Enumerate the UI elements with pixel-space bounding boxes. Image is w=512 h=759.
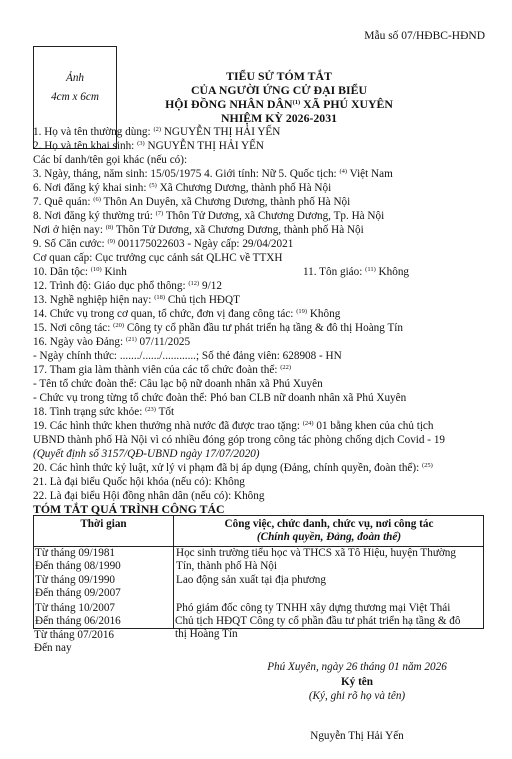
- field-birth-gender-nationality: 3. Ngày, tháng, năm sinh: 15/05/1975 4. Giới tính: Nữ 5. Quốc tịch: $^{(4)}$ Việt Nam: [33, 168, 393, 180]
- table-row-2-job: Lao động sản xuất tại địa phương: [176, 574, 326, 586]
- field-discipline: 20. Các hình thức kỷ luật, xử lý vi phạm đã bị áp dụng (Đảng, chính quyền, đoàn thể): $^{(25)}$: [33, 462, 433, 474]
- field-awards-cont: UBND thành phố Hà Nội vì có nhiều đóng góp trong công tác phòng chống dịch Covid - 19: [33, 434, 446, 446]
- field-aliases: Các bí danh/tên gọi khác (nếu có):: [33, 154, 188, 166]
- field-awards-decision: (Quyết định số 3157/QĐ-UBND ngày 17/07/2020): [33, 448, 260, 460]
- field-id-card: 9. Số Căn cước: $^{(9)}$ 001175022603 - Ngày cấp: 29/04/2021: [33, 238, 294, 250]
- table-row-1-job: Học sinh trường tiểu học và THCS xã Tô Hiệu, huyện Thường: [176, 547, 456, 559]
- photo-label: Ảnh: [65, 72, 85, 84]
- table-row-1-to: Đến tháng 08/1990: [35, 560, 121, 572]
- section-title: TÓM TẮT QUÁ TRÌNH CÔNG TÁC: [33, 502, 225, 516]
- field-organization-role: - Chức vụ trong từng tổ chức đoàn thể: Phó ban CLB nữ doanh nhân xã Phú Xuyên: [33, 392, 407, 404]
- table-row-4-job-cont: thị Hoàng Tín: [175, 628, 238, 640]
- table-row-4-to: Đến nay: [34, 642, 72, 654]
- table-row-2-to: Đến tháng 09/2007: [35, 587, 121, 599]
- field-current-residence: Nơi ở hiện nay: $^{(8)}$ Thôn Tử Dương, xã Chương Dương, thành phố Hà Nội: [33, 224, 364, 236]
- field-workplace: 15. Nơi công tác: $^{(20)}$ Công ty cổ phần đầu tư phát triển hạ tầng & đô thị Hoàng Tín: [33, 322, 403, 334]
- field-hometown: 7. Quê quán: $^{(6)}$ Thôn An Duyên, xã Chương Dương, thành phố Hà Nội: [33, 196, 351, 208]
- table-header-job-sub: (Chính quyền, Đảng, đoàn thể): [256, 531, 402, 543]
- field-birth-name: 2. Họ và tên khai sinh: $^{(3)}$ NGUYỄN THỊ HẢI YẾN: [33, 140, 265, 152]
- field-party-join-date: 16. Ngày vào Đảng: $^{(21)}$ 07/11/2025: [33, 336, 191, 348]
- table-header-time: Thời gian: [80, 518, 127, 530]
- field-position: 14. Chức vụ trong cơ quan, tổ chức, đơn vị đang công tác: $^{(19)}$ Không: [33, 308, 341, 320]
- signature-label: Ký tên: [340, 676, 373, 688]
- field-birth-registration: 6. Nơi đăng ký khai sinh: $^{(5)}$ Xã Chương Dương, thành phố Hà Nội: [33, 182, 332, 194]
- signature-note: (Ký, ghi rõ họ và tên): [308, 690, 406, 702]
- title-line-4: NHIỆM KỲ 2026-2031: [221, 111, 337, 125]
- field-religion: 11. Tôn giáo: $^{(11)}$ Không: [303, 266, 410, 278]
- field-education: 12. Trình độ: Giáo dục phổ thông: $^{(12)}$ 9/12: [33, 280, 222, 292]
- career-table: [33, 515, 484, 629]
- field-permanent-residence: 8. Nơi đăng ký thường trú: $^{(7)}$ Thôn Tử Dương, xã Chương Dương, Tp. Hà Nội: [33, 210, 385, 222]
- field-awards: 19. Các hình thức khen thưởng nhà nước đã được trao tặng: $^{(24)}$ 01 bằng khen của chủ tịch: [33, 420, 434, 432]
- table-row-1-job-cont: Tín, thành phố Hà Nội: [176, 560, 277, 572]
- table-row-3-to: Đến tháng 06/2016: [35, 615, 121, 627]
- table-row-4-from: Từ tháng 07/2016: [34, 629, 115, 641]
- field-organizations: 17. Tham gia làm thành viên của các tổ chức đoàn thể: $^{(22)}$: [33, 364, 292, 376]
- title-line-1: TIỂU SỬ TÓM TẮT: [226, 69, 332, 83]
- table-row-2-from: Từ tháng 09/1990: [35, 574, 116, 586]
- title-line-3: HỘI ĐỒNG NHÂN DÂN$^{(1)}$ XÃ PHÚ XUYÊN: [165, 97, 393, 111]
- field-ethnicity: 10. Dân tộc: $^{(10)}$ Kinh: [33, 266, 127, 278]
- form-code: Mẫu số 07/HĐBC-HĐND: [364, 30, 485, 42]
- field-occupation: 13. Nghề nghiệp hiện nay: $^{(18)}$ Chủ tịch HĐQT: [33, 294, 240, 306]
- table-row-4-job: Chủ tịch HĐQT Công ty cổ phần đầu tư phát triển hạ tầng & đô: [175, 615, 461, 627]
- table-row-3-from: Từ tháng 10/2007: [35, 602, 116, 614]
- table-row-3-job: Phó giám đốc công ty TNHH xây dựng thương mại Việt Thái: [176, 602, 451, 614]
- field-common-name: 1. Họ và tên thường dùng: $^{(2)}$ NGUYỄN THỊ HẢI YẾN: [33, 126, 281, 138]
- signature-place-date: Phú Xuyên, ngày 26 tháng 01 năm 2026: [267, 661, 447, 673]
- table-row-1-from: Từ tháng 09/1981: [35, 547, 116, 559]
- signature-name: Nguyễn Thị Hải Yến: [310, 730, 404, 742]
- table-header-job: Công việc, chức danh, chức vụ, nơi công tác: [224, 518, 434, 530]
- field-organization-name: - Tên tổ chức đoàn thể: Câu lạc bộ nữ doanh nhân xã Phú Xuyên: [33, 378, 323, 390]
- photo-size: 4cm x 6cm: [51, 91, 99, 103]
- field-health: 18. Tình trạng sức khỏe: $^{(23)}$ Tốt: [33, 406, 175, 418]
- field-peoples-council: 22. Là đại biểu Hội đồng nhân dân (nếu có): Không: [33, 490, 265, 502]
- field-national-assembly: 21. Là đại biểu Quốc hội khóa (nếu có): Không: [33, 476, 245, 488]
- field-issuing-authority: Cơ quan cấp: Cục trưởng cục cảnh sát QLHC về TTXH: [33, 252, 283, 264]
- title-line-2: CỦA NGƯỜI ỨNG CỬ ĐẠI BIỂU: [191, 83, 367, 97]
- field-party-official: - Ngày chính thức: ......./....../............; Số thẻ đảng viên: 628908 - HN: [33, 350, 342, 362]
